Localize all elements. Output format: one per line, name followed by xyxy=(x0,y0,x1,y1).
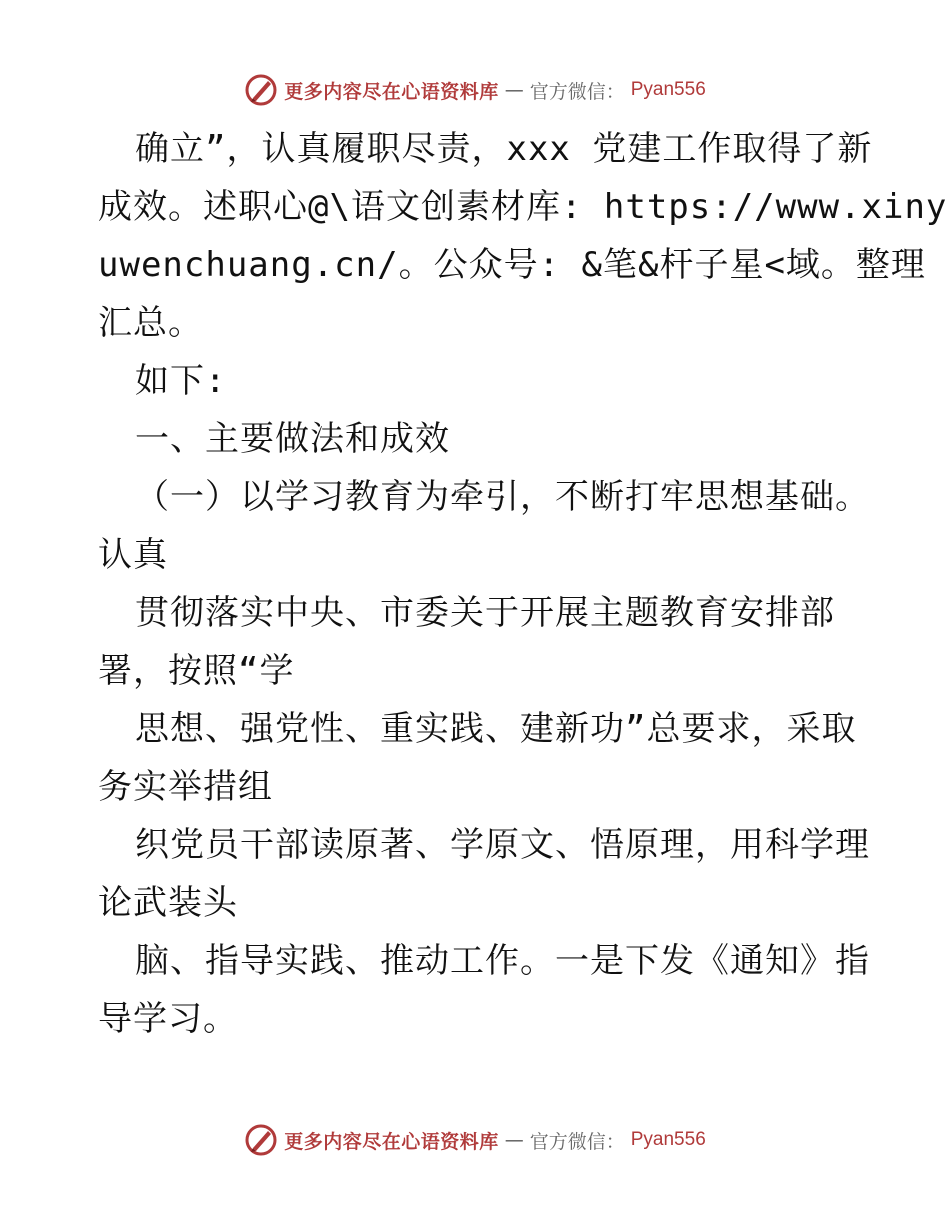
header-site-text: 更多内容尽在心语资料库 xyxy=(284,80,499,103)
text-line: 一、主要做法和成效 xyxy=(135,419,450,459)
header-wechat-id: Pyan556 xyxy=(630,79,706,100)
quill-logo-icon xyxy=(244,73,278,107)
footer-banner xyxy=(0,1120,950,1160)
text-line: 脑、指导实践、推动工作。一是下发《通知》指 xyxy=(135,941,870,981)
text-line: 汇总。 xyxy=(98,303,203,343)
text-line: uwenchuang.cn/。公众号: &笔&杆子星<域。整理 xyxy=(98,245,926,285)
footer-site-text: 更多内容尽在心语资料库 xyxy=(284,1130,499,1153)
text-line: 思想、强党性、重实践、建新功”总要求，采取 xyxy=(135,709,857,749)
text-line: 确立”，认真履职尽责，xxx 党建工作取得了新 xyxy=(135,129,873,169)
header-wechat-label: 官方微信： xyxy=(529,80,625,103)
footer-separator: — xyxy=(504,1129,524,1151)
text-line: （一）以学习教育为牵引，不断打牢思想基础。 xyxy=(135,477,870,517)
footer-wechat-id: Pyan556 xyxy=(630,1129,706,1150)
footer-wechat-label: 官方微信： xyxy=(529,1130,625,1153)
text-line: 如下: xyxy=(135,361,227,401)
text-line: 认真 xyxy=(98,535,168,575)
text-line: 织党员干部读原著、学原文、悟原理，用科学理 xyxy=(135,825,870,865)
document-body xyxy=(98,120,948,1048)
text-line: 导学习。 xyxy=(98,999,238,1039)
text-line: 务实举措组 xyxy=(98,767,273,807)
quill-logo-icon xyxy=(244,1123,278,1157)
header-banner xyxy=(0,70,950,110)
text-line: 贯彻落实中央、市委关于开展主题教育安排部 xyxy=(135,593,835,633)
text-line: 成效。述职心@\语文创素材库: https://www.xiny xyxy=(98,187,948,227)
header-separator: — xyxy=(504,79,524,101)
text-line: 署，按照“学 xyxy=(98,651,295,691)
text-line: 论武装头 xyxy=(98,883,238,923)
